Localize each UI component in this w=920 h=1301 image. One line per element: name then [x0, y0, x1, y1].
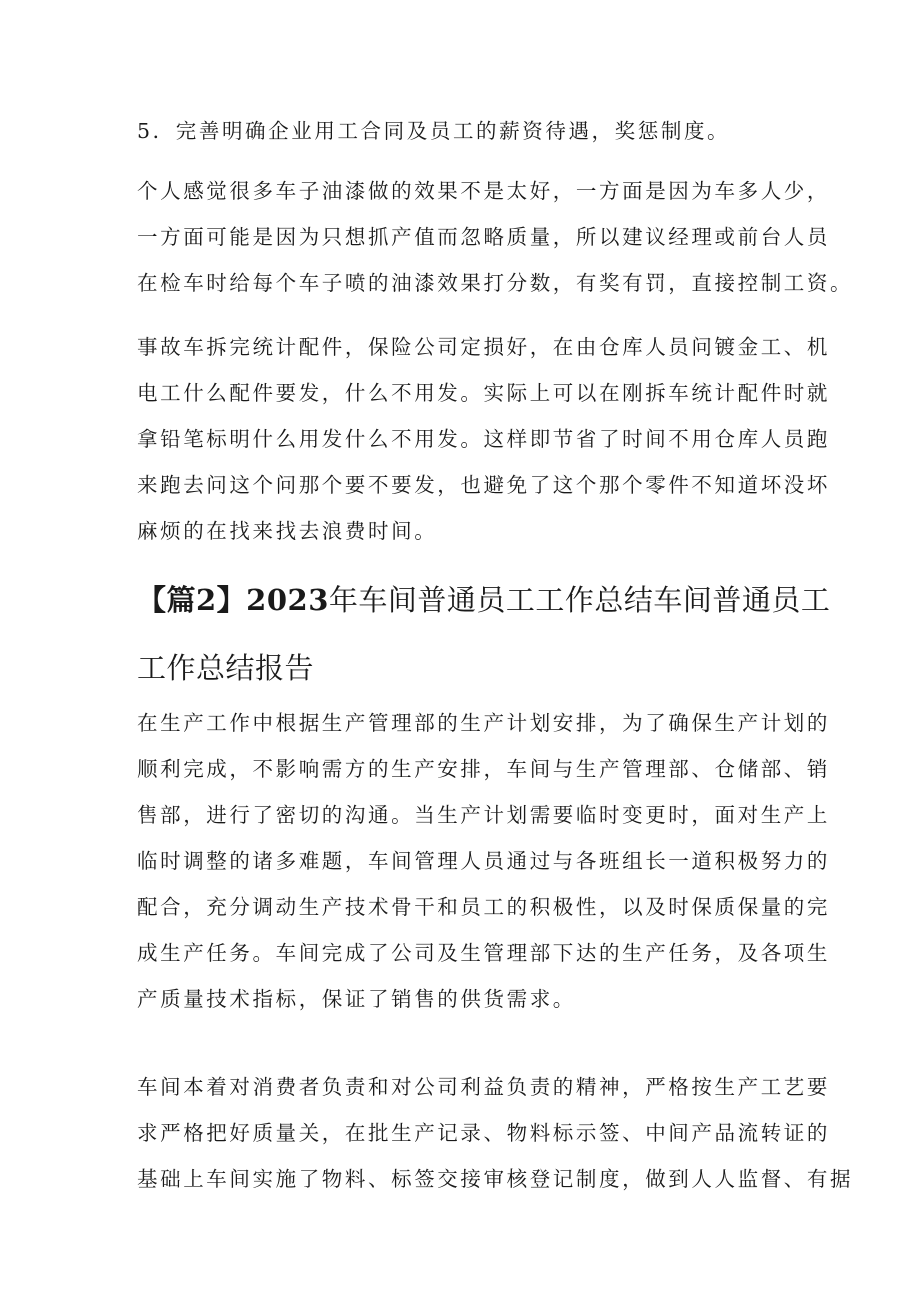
heading-prefix: 【篇2】2023 — [137, 583, 329, 617]
heading-line — [137, 566, 831, 634]
text-line: 事故车拆完统计配件，保险公司定损好，在由仓库人员问镀金工、机 — [137, 335, 830, 359]
text-line: 一方面可能是因为只想抓产值而忽略质量，所以建议经理或前台人员 — [137, 225, 830, 249]
paragraph-paint-quality — [137, 168, 854, 306]
text-line: 成生产任务。车间完成了公司及生管理部下达的生产任务，及各项生 — [137, 941, 830, 965]
text-line: 电工什么配件要发，什么不用发。实际上可以在刚拆车统计配件时就 — [137, 381, 830, 405]
heading-line: 工作总结报告 — [137, 651, 315, 685]
text-line: 基础上车间实施了物料、标签交接审核登记制度，做到人人监督、有据 — [137, 1167, 854, 1191]
paragraph-accident-parts — [137, 324, 830, 554]
text-line: 临时调整的诸多难题，车间管理人员通过与各班组长一道积极努力的 — [137, 849, 830, 873]
text-line: 售部，进行了密切的沟通。当生产计划需要临时变更时，面对生产上 — [137, 803, 830, 827]
paragraph-quality-control — [137, 1064, 854, 1202]
text-line: 麻烦的在找来找去浪费时间。 — [137, 519, 438, 543]
text-line: 顺利完成，不影响需方的生产安排，车间与生产管理部、仓储部、销 — [137, 757, 830, 781]
text-line: 求严格把好质量关，在批生产记录、物料标示签、中间产品流转证的 — [137, 1121, 830, 1145]
text-line: 来跑去问这个问那个要不要发，也避免了这个那个零件不知道坏没坏 — [137, 473, 830, 497]
text-line: 5．完善明确企业用工合同及员工的薪资待遇，奖惩制度。 — [137, 119, 731, 143]
text-line: 产质量技术指标，保证了销售的供货需求。 — [137, 987, 576, 1011]
text-line: 个人感觉很多车子油漆做的效果不是太好，一方面是因为车多人少， — [137, 179, 830, 203]
text-line: 车间本着对消费者负责和对公司利益负责的精神，严格按生产工艺要 — [137, 1075, 830, 1099]
text-line: 在检车时给每个车子喷的油漆效果打分数，有奖有罚，直接控制工资。 — [137, 271, 854, 295]
section-heading — [137, 566, 831, 702]
paragraph-production-plan — [137, 700, 830, 1022]
text-line: 配合，充分调动生产技术骨干和员工的积极性，以及时保质保量的完 — [137, 895, 830, 919]
text-line: 拿铅笔标明什么用发什么不用发。这样即节省了时间不用仓库人员跑 — [137, 427, 830, 451]
text-line: 在生产工作中根据生产管理部的生产计划安排，为了确保生产计划的 — [137, 711, 830, 735]
heading-title-part1: 年车间普通员工工作总结车间普通员工 — [328, 583, 831, 617]
paragraph-item-5 — [137, 108, 797, 154]
